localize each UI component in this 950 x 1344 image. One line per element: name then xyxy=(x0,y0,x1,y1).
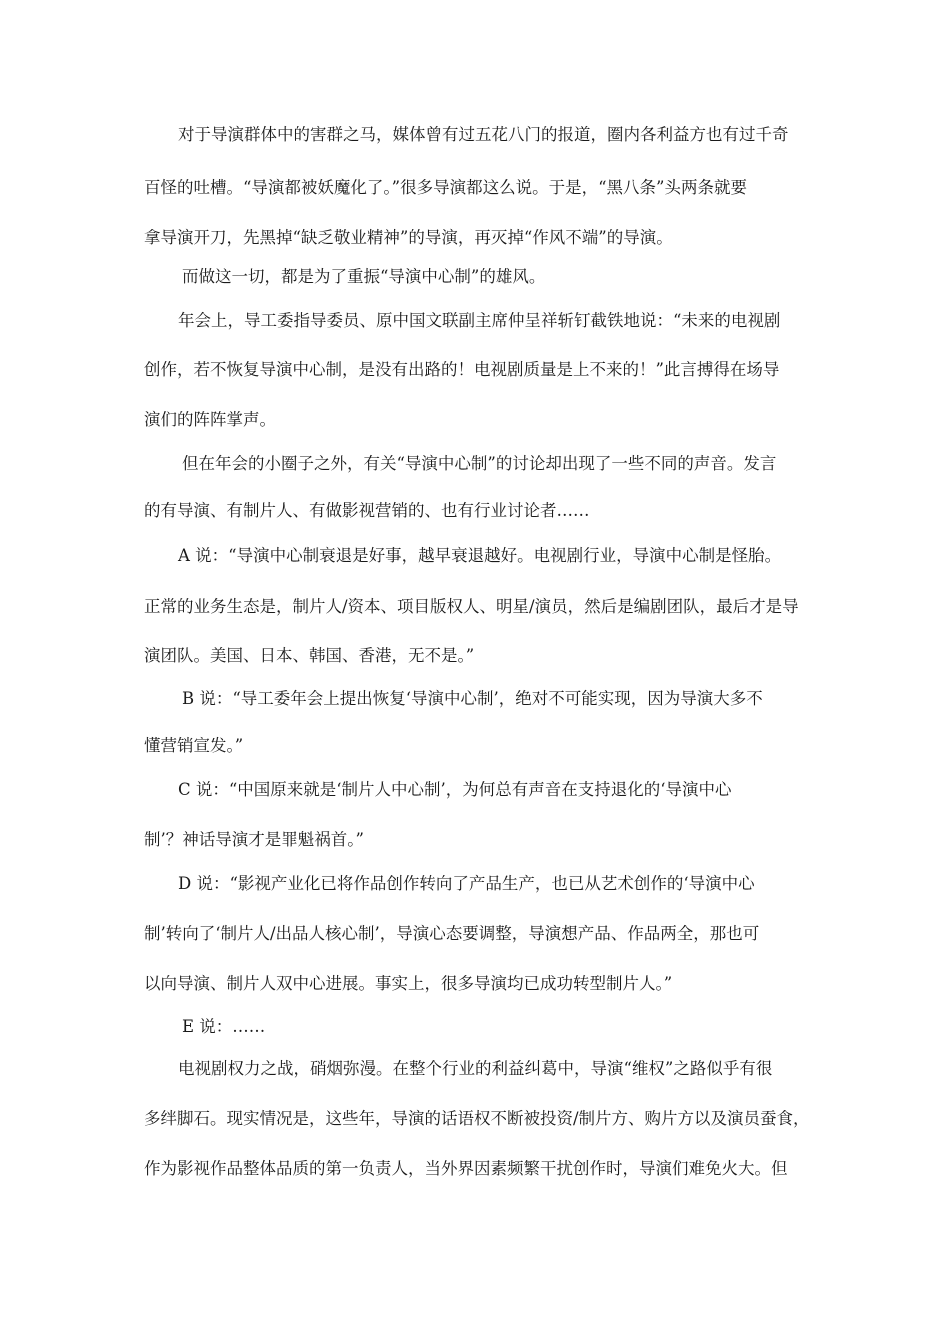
text-line: 演们的阵阵掌声。 xyxy=(144,410,276,429)
text-line: 作为影视作品整体品质的第一负责人，当外界因素频繁干扰创作时，导演们难免火大。但 xyxy=(144,1159,788,1178)
text-line: C 说：“中国原来就是‘制片人中心制’，为何总有声音在支持退化的‘导演中心 xyxy=(178,780,732,799)
text-line: 年会上，导工委指导委员、原中国文联副主席仲呈祥斩钉截铁地说：“未来的电视剧 xyxy=(178,311,781,330)
text-line: E 说：…… xyxy=(182,1017,266,1036)
text-line: A 说：“导演中心制衰退是好事，越早衰退越好。电视剧行业，导演中心制是怪胎。 xyxy=(178,546,782,565)
text-line: 正常的业务生态是，制片人/资本、项目版权人、明星/演员，然后是编剧团队，最后才是导 xyxy=(144,597,799,616)
text-line: 多绊脚石。现实情况是，这些年，导演的话语权不断被投资/制片方、购片方以及演员蚕食， xyxy=(144,1109,810,1128)
text-line: 制’转向了‘制片人/出品人核心制’，导演心态要调整，导演想产品、作品两全，那也可 xyxy=(144,924,760,943)
text-line: 对于导演群体中的害群之马，媒体曾有过五花八门的报道，圈内各利益方也有过千奇 xyxy=(178,125,789,144)
text-line: 拿导演开刀，先黑掉“缺乏敬业精神”的导演，再灭掉“作风不端”的导演。 xyxy=(144,228,673,247)
text-line: 的有导演、有制片人、有做影视营销的、也有行业讨论者…… xyxy=(144,501,590,520)
text-line: 百怪的吐槽。“导演都被妖魔化了。”很多导演都这么说。于是，“黑八条”头两条就要 xyxy=(144,178,747,197)
text-line: 演团队。美国、日本、韩国、香港，无不是。” xyxy=(144,646,475,665)
text-line: 电视剧权力之战，硝烟弥漫。在整个行业的利益纠葛中，导演“维权”之路似乎有很 xyxy=(178,1059,773,1078)
text-line: 创作，若不恢复导演中心制，是没有出路的！电视剧质量是上不来的！”此言搏得在场导 xyxy=(144,360,780,379)
text-line: 但在年会的小圈子之外，有关“导演中心制”的讨论却出现了一些不同的声音。发言 xyxy=(182,454,777,473)
text-line: 制’？神话导演才是罪魁祸首。” xyxy=(144,830,364,849)
text-line: 懂营销宣发。” xyxy=(144,736,244,755)
text-line: 以向导演、制片人双中心进展。事实上，很多导演均已成功转型制片人。” xyxy=(144,974,673,993)
text-line: D 说：“影视产业化已将作品创作转向了产品生产，也已从艺术创作的‘导演中心 xyxy=(178,874,755,893)
text-line: 而做这一切，都是为了重振“导演中心制”的雄风。 xyxy=(182,267,546,286)
text-line: B 说：“导工委年会上提出恢复‘导演中心制’，绝对不可能实现，因为导演大多不 xyxy=(182,689,763,708)
